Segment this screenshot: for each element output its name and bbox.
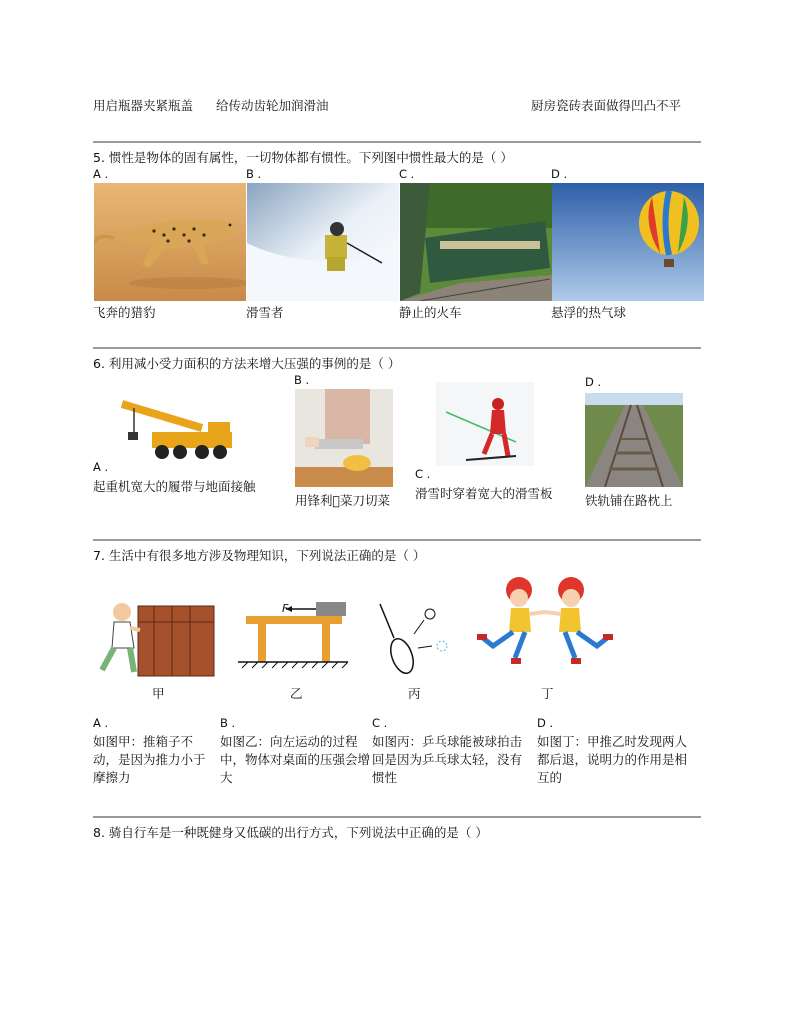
figure-label-jia: 甲 <box>152 686 165 701</box>
divider-1 <box>93 141 701 143</box>
q5-option-c-letter: C . <box>399 167 415 181</box>
divider-3 <box>93 539 701 541</box>
q6-option-b-letter: B . <box>294 373 310 387</box>
q6-stem: 6. 利用减小受力面积的方法来增大压强的事例的是（ ） <box>93 356 401 371</box>
q5-option-d-caption: 悬浮的热气球 <box>551 305 627 320</box>
balloon-photo <box>552 183 704 301</box>
q7-option-d-letter: D . <box>537 716 554 730</box>
train-photo <box>400 183 552 301</box>
q6-option-d-letter: D . <box>585 375 602 389</box>
q5-option-a-caption: 飞奔的猎豹 <box>93 305 156 320</box>
railway-photo <box>585 393 683 487</box>
knife-photo <box>295 389 393 487</box>
top-caption-1: 用启瓶器夹紧瓶盖 <box>93 98 194 113</box>
q6-option-c-caption: 滑雪时穿着宽大的滑雪板 <box>415 486 553 501</box>
q7-option-c-letter: C . <box>372 716 388 730</box>
top-caption-2: 给传动齿轮加润滑油 <box>216 98 329 113</box>
q6-option-c-letter: C . <box>415 467 431 481</box>
q7-stem: 7. 生活中有很多地方涉及物理知识，下列说法正确的是（ ） <box>93 548 426 563</box>
figure-label-yi: 乙 <box>290 686 303 701</box>
q6-option-d-caption: 铁轨铺在路枕上 <box>585 493 673 508</box>
q7-option-d-text: 如图丁：甲推乙时发现两人都后退，说明力的作用是相互的 <box>537 734 688 785</box>
skaters-figure <box>475 574 615 678</box>
q6-option-a-letter: A . <box>93 460 109 474</box>
crane-photo <box>112 386 242 464</box>
q6-option-a-caption: 起重机宽大的履带与地面接触 <box>93 479 256 494</box>
figure-label-ding: 丁 <box>541 686 554 701</box>
q7-option-a-letter: A . <box>93 716 109 730</box>
skier-photo <box>247 183 399 301</box>
ski-photo <box>436 382 534 466</box>
figure-label-bing: 丙 <box>408 686 421 701</box>
paddle-figure <box>372 600 452 676</box>
q5-option-c-caption: 静止的火车 <box>399 305 462 320</box>
q7-option-a-text: 如图甲：推箱子不动，是因为推力小于摩擦力 <box>93 734 206 785</box>
q5-stem: 5. 惯性是物体的固有属性，一切物体都有惯性。下列图中惯性最大的是（ ） <box>93 150 513 165</box>
divider-2 <box>93 347 701 349</box>
q8-stem: 8. 骑自行车是一种既健身又低碳的出行方式，下列说法中正确的是（ ） <box>93 825 488 840</box>
q7-option-b-text: 如图乙：向左运动的过程中，物体对桌面的压强会增大 <box>220 734 371 785</box>
q5-option-b-caption: 滑雪者 <box>246 305 284 320</box>
cheetah-photo <box>94 183 246 301</box>
q5-option-b-letter: B . <box>246 167 262 181</box>
top-caption-3: 厨房瓷砖表面做得凹凸不平 <box>531 98 682 113</box>
q5-option-d-letter: D . <box>551 167 568 181</box>
force-label: F <box>282 602 289 615</box>
q6-option-b-caption: 用锋利 菜刀切菜 <box>295 493 391 508</box>
q7-option-b-letter: B . <box>220 716 236 730</box>
q7-option-c-text: 如图丙：乒乓球能被球拍击回是因为乒乓球太轻，没有惯性 <box>372 734 523 785</box>
push-box-figure <box>94 600 216 678</box>
table-figure <box>238 598 348 674</box>
divider-4 <box>93 816 701 818</box>
q5-option-a-letter: A . <box>93 167 109 181</box>
